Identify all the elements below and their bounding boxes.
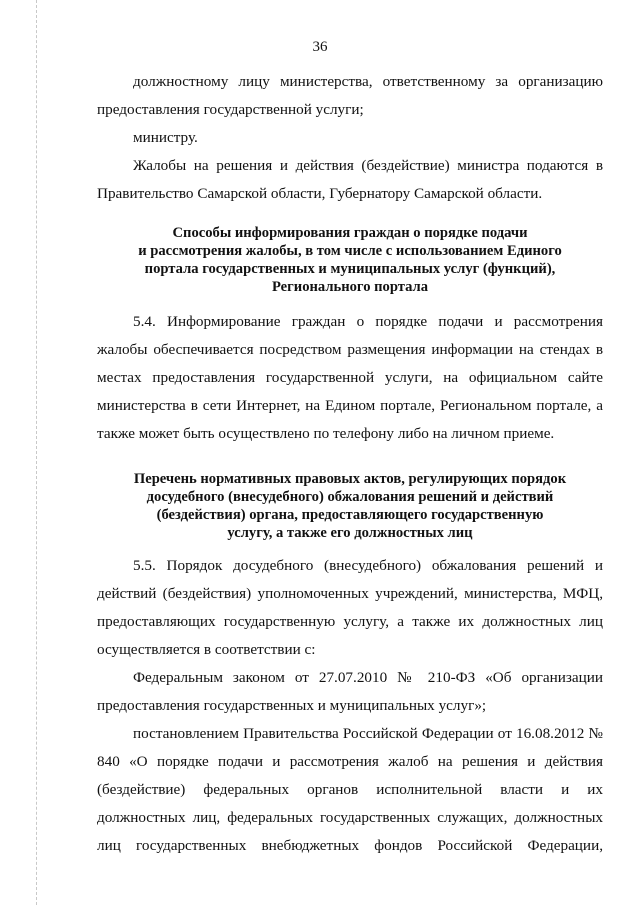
paragraph-decree-840: постановлением Правительства Российской Федерации от 16.08.2012 № 840 «О порядке подачи и рассмотрения жалоб на решения и действия (бездействие) федеральных органов исполнительной власти и их должностных лиц, федеральных государственных служащих, должностных лиц государственных внебюджетных фондов Российской Федерации,: [97, 725, 603, 854]
binding-margin-line: [36, 0, 37, 905]
heading-line: (бездействия) органа, предоставляющего государственную: [156, 507, 544, 523]
paragraph-complaints-minister: Жалобы на решения и действия (бездействие) министра подаются в Правительство Самарской области, Губернатору Самарской области.: [97, 157, 603, 202]
heading-regulatory-acts: [97, 470, 603, 542]
heading-informing-methods: [97, 224, 603, 296]
heading-line: досудебного (внесудебного) обжалования решений и действий: [146, 489, 554, 505]
heading-line: портала государственных и муниципальных услуг (функций),: [144, 261, 556, 277]
paragraph-official-responsible: должностному лицу министерства, ответственному за организацию предоставления государственной услуги;: [97, 73, 603, 118]
heading-line: Перечень нормативных правовых актов, регулирующих порядок: [133, 471, 567, 487]
heading-line: Регионального портала: [271, 279, 429, 295]
page-content: [97, 68, 603, 860]
heading-line: услугу, а также его должностных лиц: [227, 525, 473, 541]
paragraph-section-5-4: 5.4. Информирование граждан о порядке подачи и рассмотрения жалобы обеспечивается посредством размещения информации на стендах в местах предоставления государственной услуги, на официальном сайте министерства в сети Интернет, на Едином портале, Региональном портале, а также может быть осуществлено по телефону либо на личном приеме.: [97, 313, 603, 442]
paragraph-section-5-5: 5.5. Порядок досудебного (внесудебного) обжалования решений и действий (бездействия) уполномоченных учреждений, министерства, МФЦ, предоставляющих государственную услугу, а также их должностных лиц осуществляется в соответствии с:: [97, 557, 603, 658]
heading-line: Способы информирования граждан о порядке подачи: [172, 225, 528, 241]
page-number: 36: [312, 39, 328, 55]
heading-line: и рассмотрения жалобы, в том числе с использованием Единого: [138, 243, 562, 259]
paragraph-federal-law-210: Федеральным законом от 27.07.2010 № 210-ФЗ «Об организации предоставления государственных и муниципальных услуг»;: [97, 669, 603, 714]
paragraph-minister: министру.: [133, 129, 198, 146]
